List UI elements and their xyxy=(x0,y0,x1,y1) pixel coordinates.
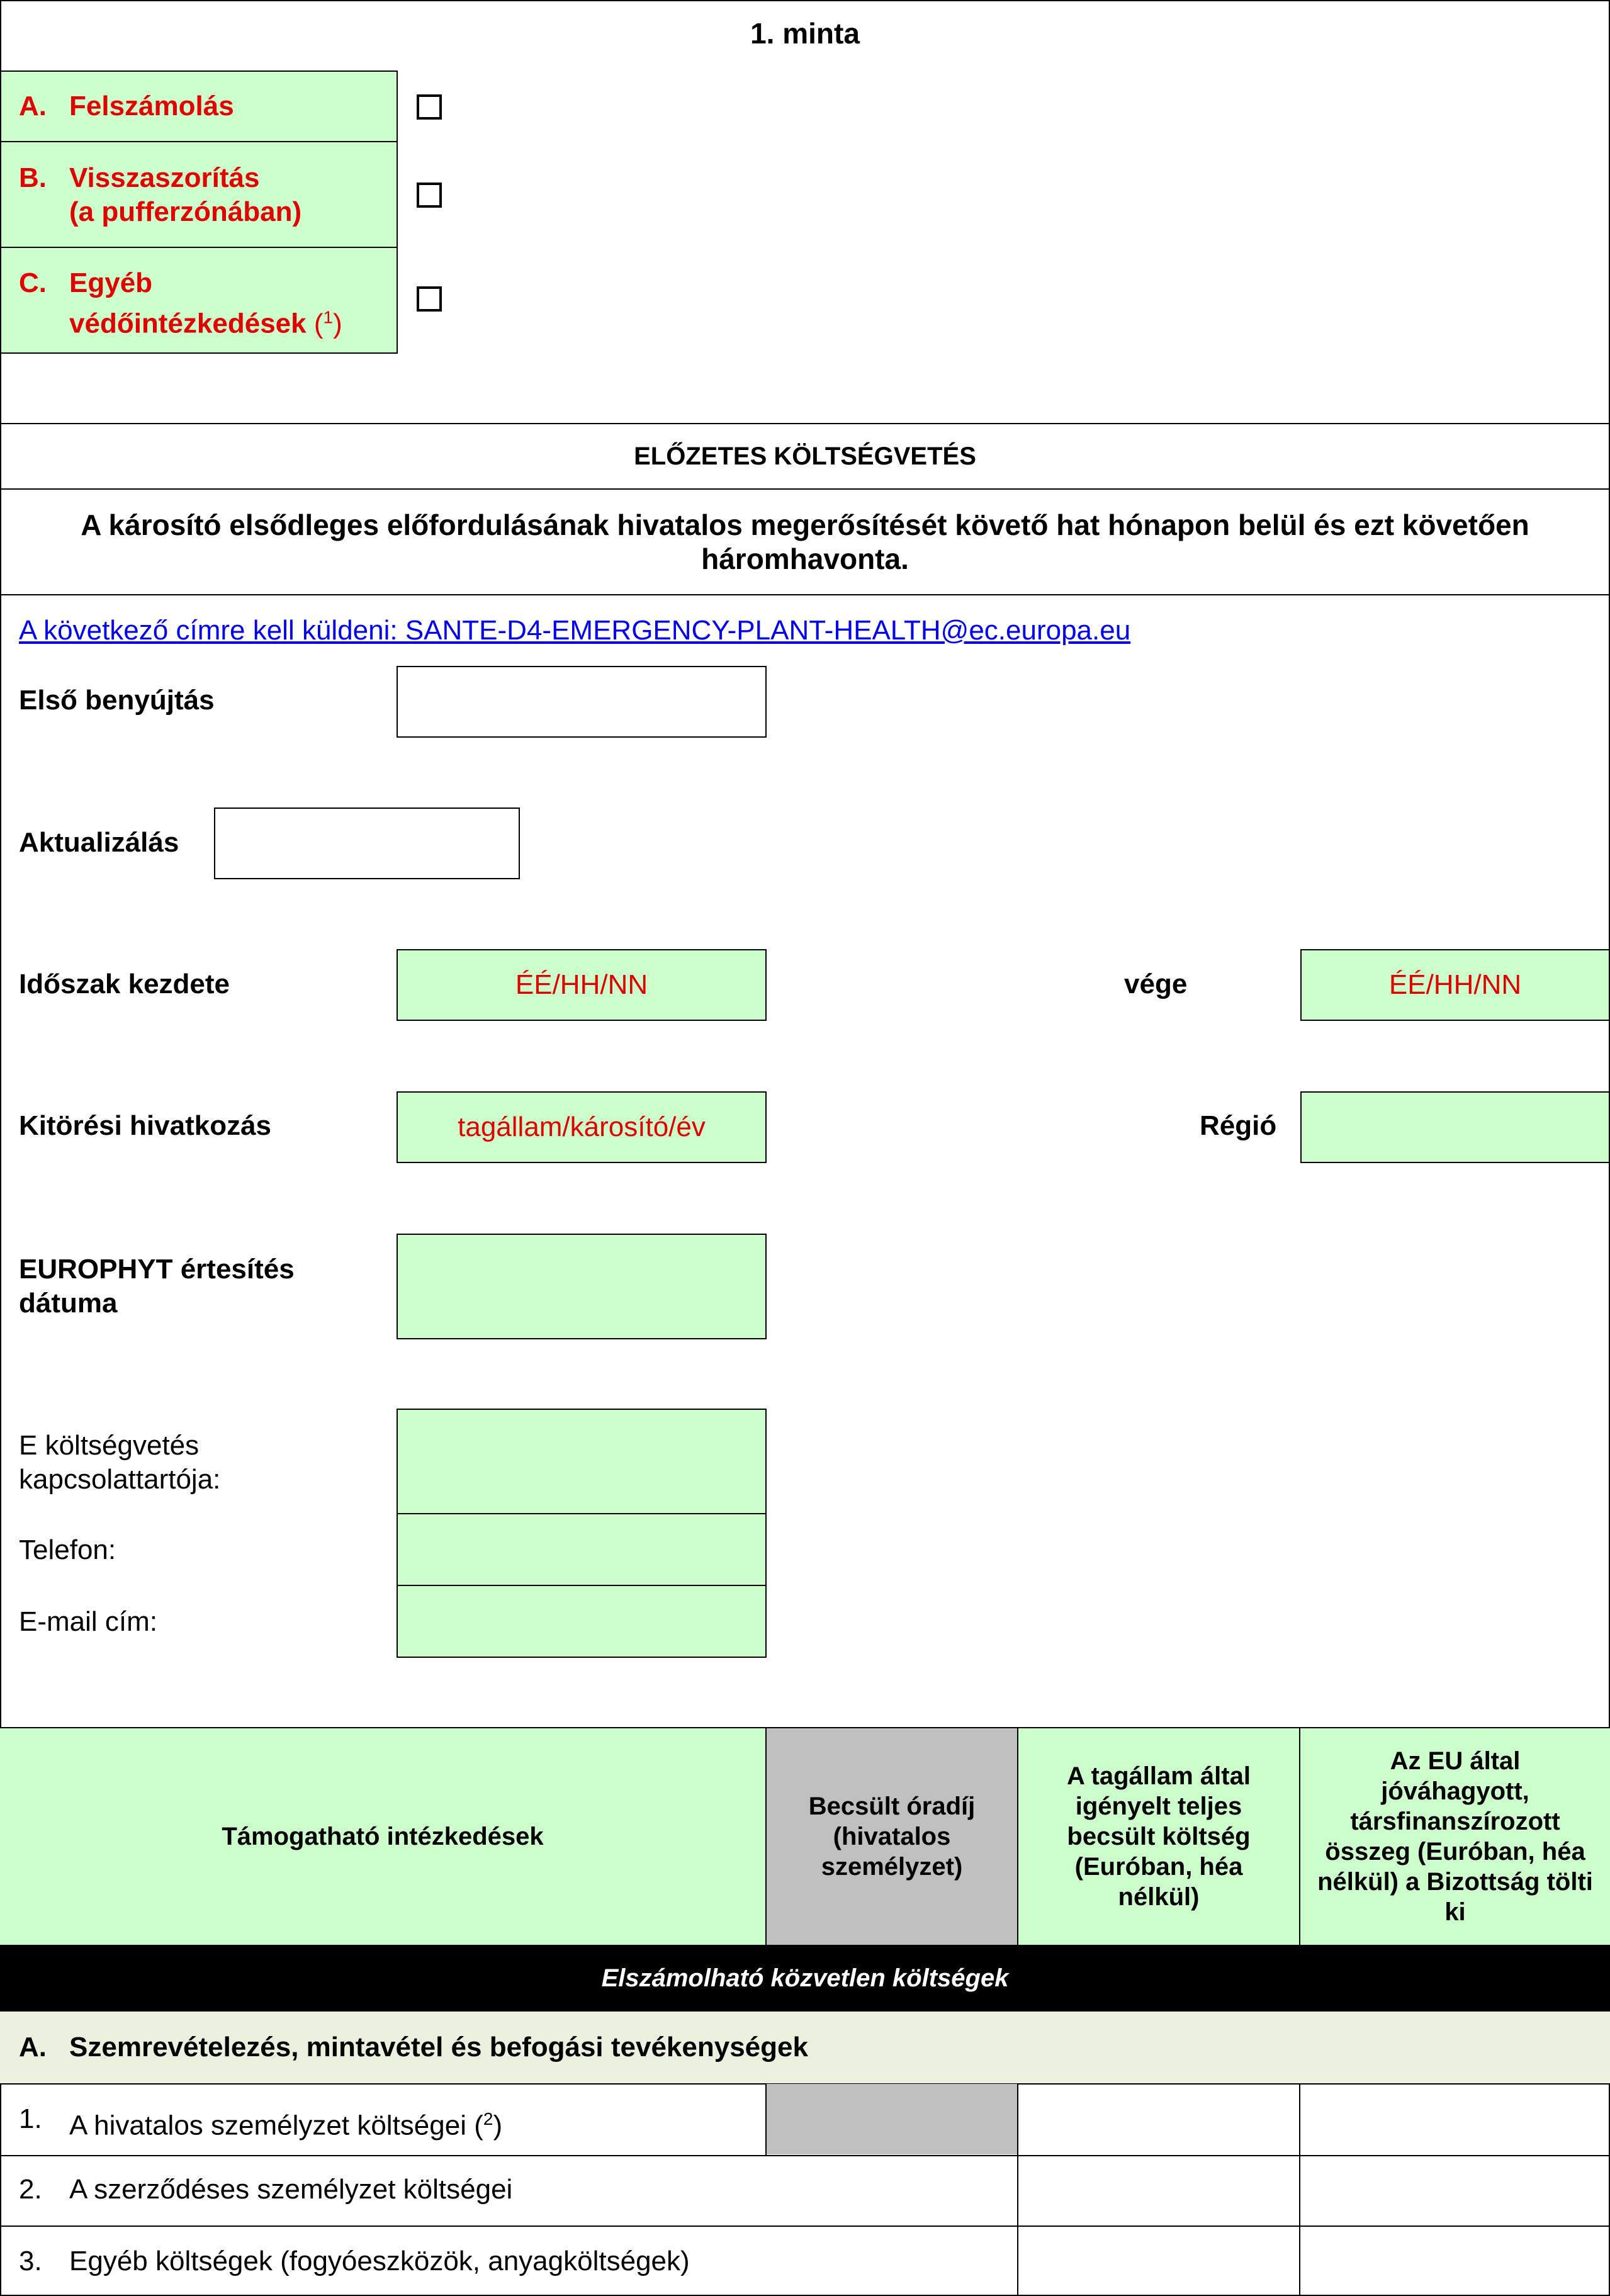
header-hourly-rate: Becsült óradíj (hivatalos személyzet) xyxy=(767,1728,1017,1945)
column-divider xyxy=(1017,1727,1018,1946)
column-divider xyxy=(1299,1727,1300,1946)
row-2-eu-cell[interactable] xyxy=(1300,2156,1610,2225)
phone-label: Telefon: xyxy=(19,1534,116,1565)
period-end-label: vége xyxy=(1124,969,1188,999)
column-divider xyxy=(1017,2226,1018,2296)
contact-label: E költségvetés xyxy=(19,1430,200,1461)
measure-b-letter: B. xyxy=(19,162,47,193)
first-submission-field[interactable] xyxy=(397,666,767,738)
column-divider xyxy=(1017,2155,1018,2226)
row-1-number: 1. xyxy=(19,2103,42,2134)
header-member-state-cost: A tagállam által igényelt teljes becsült költség (Euróban, héa nélkül) xyxy=(1018,1728,1299,1945)
row-1-hourly-rate-cell xyxy=(766,2084,1018,2154)
measures-divider xyxy=(0,141,398,142)
email-field[interactable] xyxy=(397,1585,767,1658)
region-label: Régió xyxy=(1200,1110,1277,1141)
measure-c-sublabel-text: védőintézkedések xyxy=(69,308,307,339)
measure-a-letter: A. xyxy=(19,91,47,121)
row-1-label xyxy=(69,2102,502,2143)
row-2-cost-cell[interactable] xyxy=(1018,2156,1299,2225)
contact-field[interactable] xyxy=(397,1409,767,1514)
header-eligible-measures: Támogatható intézkedések xyxy=(0,1728,765,1945)
row-3-cost-cell[interactable] xyxy=(1018,2226,1299,2295)
column-divider xyxy=(765,1727,767,1946)
subsection-title: Szemrevételezés, mintavétel és befogási tevékenységek xyxy=(69,2032,808,2062)
sample-title: 1. minta xyxy=(750,17,860,50)
column-divider xyxy=(1299,2226,1300,2296)
footnote-number: 2 xyxy=(483,2109,493,2129)
measure-c-checkbox[interactable] xyxy=(417,286,442,312)
section-banner: Elszámolható közvetlen költségek xyxy=(0,1945,1610,2012)
email-label: E-mail cím: xyxy=(19,1606,157,1637)
period-end-field[interactable]: ÉÉ/HH/NN xyxy=(1300,949,1610,1021)
measure-a-checkbox[interactable] xyxy=(417,94,442,120)
measures-divider xyxy=(0,247,398,248)
outbreak-ref-field[interactable]: tagállam/károsító/év xyxy=(397,1091,767,1163)
subsection-letter: A. xyxy=(19,2032,47,2062)
measure-b-sublabel: (a pufferzónában) xyxy=(69,196,302,227)
row-2-number: 2. xyxy=(19,2174,42,2205)
header-eu-amount: Az EU által jóváhagyott, társfinanszírozott összeg (Euróban, héa nélkül) a Bizottság tölti ki xyxy=(1300,1728,1610,1945)
send-to-email-link[interactable]: A következő címre kell küldeni: SANTE-D4-EMERGENCY-PLANT-HEALTH@ec.europa.eu xyxy=(19,615,1131,646)
row-1-eu-cell[interactable] xyxy=(1300,2084,1610,2154)
row-1-suffix: ) xyxy=(493,2110,503,2141)
update-field[interactable] xyxy=(214,808,520,879)
footnote-ref: ($^1$) xyxy=(313,307,342,339)
footnote-number: 1 xyxy=(323,307,334,327)
first-submission-label: Első benyújtás xyxy=(19,685,215,716)
row-1-text: A hivatalos személyzet költségei ( xyxy=(69,2110,483,2141)
budget-title: ELŐZETES KÖLTSÉGVETÉS xyxy=(634,442,976,470)
region-field[interactable] xyxy=(1300,1091,1610,1163)
column-divider xyxy=(1299,2083,1300,2155)
phone-field[interactable] xyxy=(397,1513,767,1586)
contact-label-line2: kapcsolattartója: xyxy=(19,1464,221,1495)
divider xyxy=(0,594,1610,595)
update-label: Aktualizálás xyxy=(19,827,179,858)
measure-c-sublabel xyxy=(69,300,342,341)
period-start-label: Időszak kezdete xyxy=(19,969,230,999)
europhyt-date-field[interactable] xyxy=(397,1234,767,1339)
row-3-number: 3. xyxy=(19,2246,42,2276)
row-3-label: Egyéb költségek (fogyóeszközök, anyagköltségek) xyxy=(69,2246,690,2276)
column-divider xyxy=(765,2083,767,2155)
column-divider xyxy=(1017,2083,1018,2155)
measure-c-letter: C. xyxy=(19,267,47,298)
europhyt-label: EUROPHYT értesítés xyxy=(19,1254,295,1285)
outbreak-ref-label: Kitörési hivatkozás xyxy=(19,1110,272,1141)
row-3-eu-cell[interactable] xyxy=(1300,2226,1610,2295)
column-divider xyxy=(1299,2155,1300,2226)
measure-b-checkbox[interactable] xyxy=(417,183,442,208)
row-2-label: A szerződéses személyzet költségei xyxy=(69,2174,513,2205)
deadline-text: A károsító elsődleges előfordulásának hivatalos megerősítését követő hat hónapon belül és ezt követően háromhavonta. xyxy=(81,509,1529,575)
measure-b-label: Visszaszorítás xyxy=(69,162,260,193)
europhyt-label-line2: dátuma xyxy=(19,1288,118,1319)
period-start-field[interactable]: ÉÉ/HH/NN xyxy=(397,949,767,1021)
measure-a-label: Felszámolás xyxy=(69,91,234,121)
measure-c-label: Egyéb xyxy=(69,267,153,298)
row-1-cost-cell[interactable] xyxy=(1018,2084,1299,2154)
